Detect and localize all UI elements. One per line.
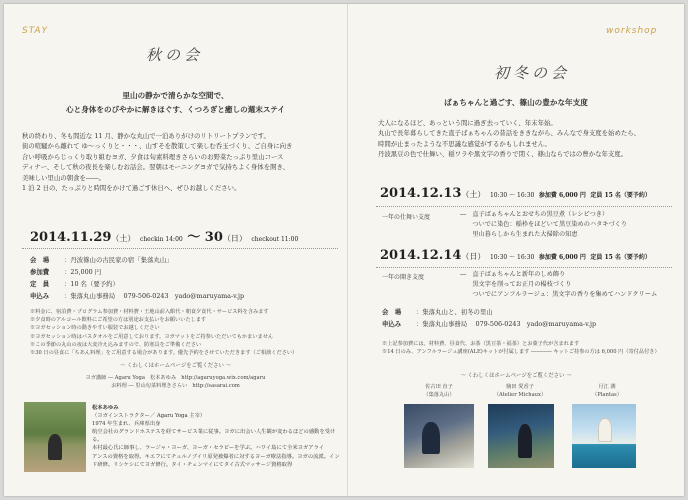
session-dow: （土） [461,190,486,199]
person-1 [404,383,474,400]
credit-line: お料理 ― 里山旬菜料理きさらい http://sasarai.com [111,383,240,390]
session-capacity: 定員 15 名（要予約） [590,254,651,261]
body-line: 時間が止まったような不思議な感覚がするかもしれません。 [378,139,551,148]
session-1-items [460,210,680,240]
photo-naoko [404,404,474,468]
info-key: 会 場 [382,308,402,316]
checkin-time: checkin 14:00 [139,236,183,243]
session-item [460,230,680,240]
session-item [460,280,680,290]
info-row-apply [382,318,682,330]
stay-info [30,254,342,302]
session-2-label: 一年の開き支度 [382,274,425,281]
session-capacity: 定員 15 名（要予約） [590,192,651,199]
note-line: ※14 日のみ、アンフルラージュ講座(ALE)キットが付属します ―――― キットご持参の方は 6,000 円（寄付品付き） [382,349,660,356]
yoga-photo [24,402,86,472]
info-row-venue [30,254,342,266]
info-key: 申込み [30,292,50,300]
workshop-lead: ばぁちゃんと過ごす、篠山の豊かな年支度 [444,98,588,107]
person-figure [518,424,532,458]
person-affiliation: （集落丸山） [423,392,455,399]
lead-line: 里山の静かで清らかな空間で、 [122,91,229,100]
date-separator: 〜 [187,230,201,245]
info-row-apply [30,290,342,302]
profile-line: ド研修。リシケシにてヨガ修行。タイ・チェンマイにてタイ古式マッサージ資格取得 [92,461,293,468]
early-winter-title: 初冬の会 [494,64,571,82]
session-date: 2014.12.13 [380,186,462,201]
session-time: 10:30 〜 16:30 [489,192,535,199]
body-line: 丹波黒豆の色で仕舞い、稲ワラや黒文字の香りで閉く、篠山ならではの豊かな年支度。 [378,150,628,159]
photo-aikako [488,404,554,468]
person-name: 月江 潤 [598,384,616,390]
photo-jun [572,404,636,468]
info-value: ：丹波篠山の古民家の宿「集落丸山」 [64,256,173,264]
profile-line: 航空会社のグランドホステスを経てサービス業に従事。ヨガに出会い人生観が変わるほどの感動を受ける。 [92,429,336,444]
credit-line: ヨガ講師 ― Agaru Yoga 松本あゆみ http://agaruyoga.wix.com/agaru [85,375,266,381]
session-item-text: 里山暮らしから生まれた大掃除の知恵 [472,231,578,238]
body-line: 丸山で長年暮らしてきた直子ばぁちゃんの昔話をききながら、みんなで身支度を始めたら、 [378,129,641,138]
info-value: ：集落丸山と、初冬の里山 [416,308,493,316]
info-value: ：集落丸山事務局 079-506-0243 yado@maruyama-v.jp [416,320,597,328]
note-line: ※30 日の昼食に「ちあん料理」をご用意する場合があります。優先予約をさせていただきます（ご相談ください） [30,350,298,357]
divider [376,267,672,268]
body-line: 合い呼吸からじっくり取り組むヨガ、夕食は旬素料理きさらいのお野菜たっぷり里山コース [22,152,284,161]
end-dow: （日） [222,234,247,243]
stay-more-info: 〜 くわしくはホームページをご覧ください 〜 [119,363,232,369]
divider [376,206,672,207]
lead-line: 心と身体をのびやかに解きほぐす、くつろぎと癒しの週末ステイ [66,105,285,114]
info-row-capacity [30,278,342,290]
person-affiliation: （Atelier Michaux） [493,392,547,399]
info-key: 定 員 [30,280,50,288]
profile-line: 本村最心氏に師事し、ラージャ・ヨーガ、ヨーガ・セラピーを学ぶ。ハワイ島にて全米ヨガアライ [92,445,325,452]
autumn-title: 秋の会 [146,46,204,64]
body-line: ディナー、そして秋の夜長を楽しむお話会。翌朝はモーニングヨガで気持ちよく身体を開き、 [22,163,289,172]
session-time: 10:30 〜 16:30 [489,254,535,261]
session-2-items [460,270,680,300]
info-key: 会 場 [30,256,50,264]
note-line: ※ヨガセッション時はバスタオルをご用意しております。ヨガマットをご持参いただいてもかまいません [30,333,274,340]
body-line: 秋の終わり、冬も間近な 11 月、静かな丸山で一泊ありがけのリトリートプランです。 [22,132,270,140]
session-2-date [380,248,651,263]
stay-notes [30,308,342,357]
session-item-text: ついでにアンフルラージュ：黒文字の香りを集めてハンドクリーム [472,291,658,298]
session-item-text: 黒文字を削ってお正月の楊枝づくり [472,281,572,288]
body-line: 街の喧騒から離れて ゆ〜っくりと・・・、山すそを散策して楽しむ呑玉づくり、ご自身に向き [22,142,293,151]
brochure-sheet [4,4,684,496]
body-line: 美味しい里山の朝食を――。 [22,173,106,182]
info-key: 参加費 [30,268,50,276]
stay-date [30,226,298,245]
person-name: 駒田 愛香子 [506,384,534,390]
start-dow: （土） [111,234,136,243]
info-row-fee [30,266,342,278]
workshop-page [348,4,684,496]
checkout-time: checkout 11:00 [251,236,299,243]
stay-page [4,4,347,496]
info-value: ：10 名（要予約） [64,280,119,288]
session-dow: （日） [461,252,486,261]
session-1-date [380,186,651,201]
session-fee: 参加費 6,000 円 [538,192,586,199]
workshop-notes [382,340,680,356]
instructor-profile [92,404,342,469]
stay-tag: STAY [22,26,49,36]
session-item-text: ついでに染色：稲枠をほどいて黒豆染めのハタキづくり [472,221,628,228]
workshop-more-info: 〜 くわしくはホームページをご覧ください 〜 [460,373,572,379]
instructor-name: 松本あゆみ [92,405,119,411]
session-1-label: 一年の仕舞い支度 [382,214,431,221]
note-line: ※料金に、宿泊費・プログラム参加費・材料費・王地山前入館代・朝食夕食代・サービス料を含みます [30,309,269,315]
note-line: ※この季節の丸山の夜は大変冷え込みますので、防寒具をご準備ください [30,341,202,348]
workshop-body [378,118,678,160]
note-line: ※上記参加費には、材料費、昼食代、お茶（黒豆茶・福茶）とお菓子代が含まれます [382,341,580,347]
instructor-role: （ヨガインストラクター／ Agaru Yoga 主宰） [92,413,206,420]
note-line: ※ヨガセッション時の動きやすい服装でお越しください [30,325,160,332]
end-date: 30 [204,230,223,245]
person-figure [422,422,440,454]
session-item-text: 直子ばぁちゃんとおせちの黒豆煮（レシピつき） [472,211,609,218]
person-figure [598,418,612,442]
person-2 [480,383,560,400]
session-item [460,290,680,300]
person-affiliation: （Plantas） [592,392,622,399]
person-3 [572,383,642,400]
session-item: ― 直子ばぁちゃんと新年のしめ飾り [460,271,566,278]
session-date: 2014.12.14 [380,248,462,263]
info-value: ：25,000 円 [64,268,102,276]
profile-line: アンスの資格を取得。キエフにてチュルノブイリ原発被爆者に対するヨーガ療法指導。ヨガの流派。イン [92,453,340,460]
workshop-tag: workshop [606,26,658,36]
info-value: ：集落丸山事務局 079-506-0243 yado@maruyama-v.jp [64,292,245,300]
session-item: ― 直子ばぁちゃんとおせちの黒豆煮（レシピつき） [460,211,609,218]
divider [22,248,338,249]
body-line: 大人になるほど、あっという間に過ぎ去っていく、年末年始。 [378,119,557,127]
start-date: 2014.11.29 [30,230,112,245]
note-line: ※夕食時のアルコール飲料にご希望の方は別途お支払いをお願いいたします [30,317,207,324]
stay-credits [4,374,347,391]
instructor-figure [48,434,62,460]
session-item [460,220,680,230]
stay-lead [4,89,347,117]
info-row-venue [382,306,682,318]
body-line: 1 泊 2 日の、たっぷりと時間をかけて過ごす休日へ、ぜひお越しください。 [22,184,241,193]
profile-line: 1974 年生まれ、兵庫県出身 [92,421,161,428]
session-item-text: 直子ばぁちゃんと新年のしめ飾り [472,271,566,278]
workshop-info [382,306,682,330]
person-name: 佐古田 直子 [425,384,453,390]
stay-body [22,131,340,193]
session-fee: 参加費 6,000 円 [538,254,586,261]
info-key: 申込み [382,320,402,328]
